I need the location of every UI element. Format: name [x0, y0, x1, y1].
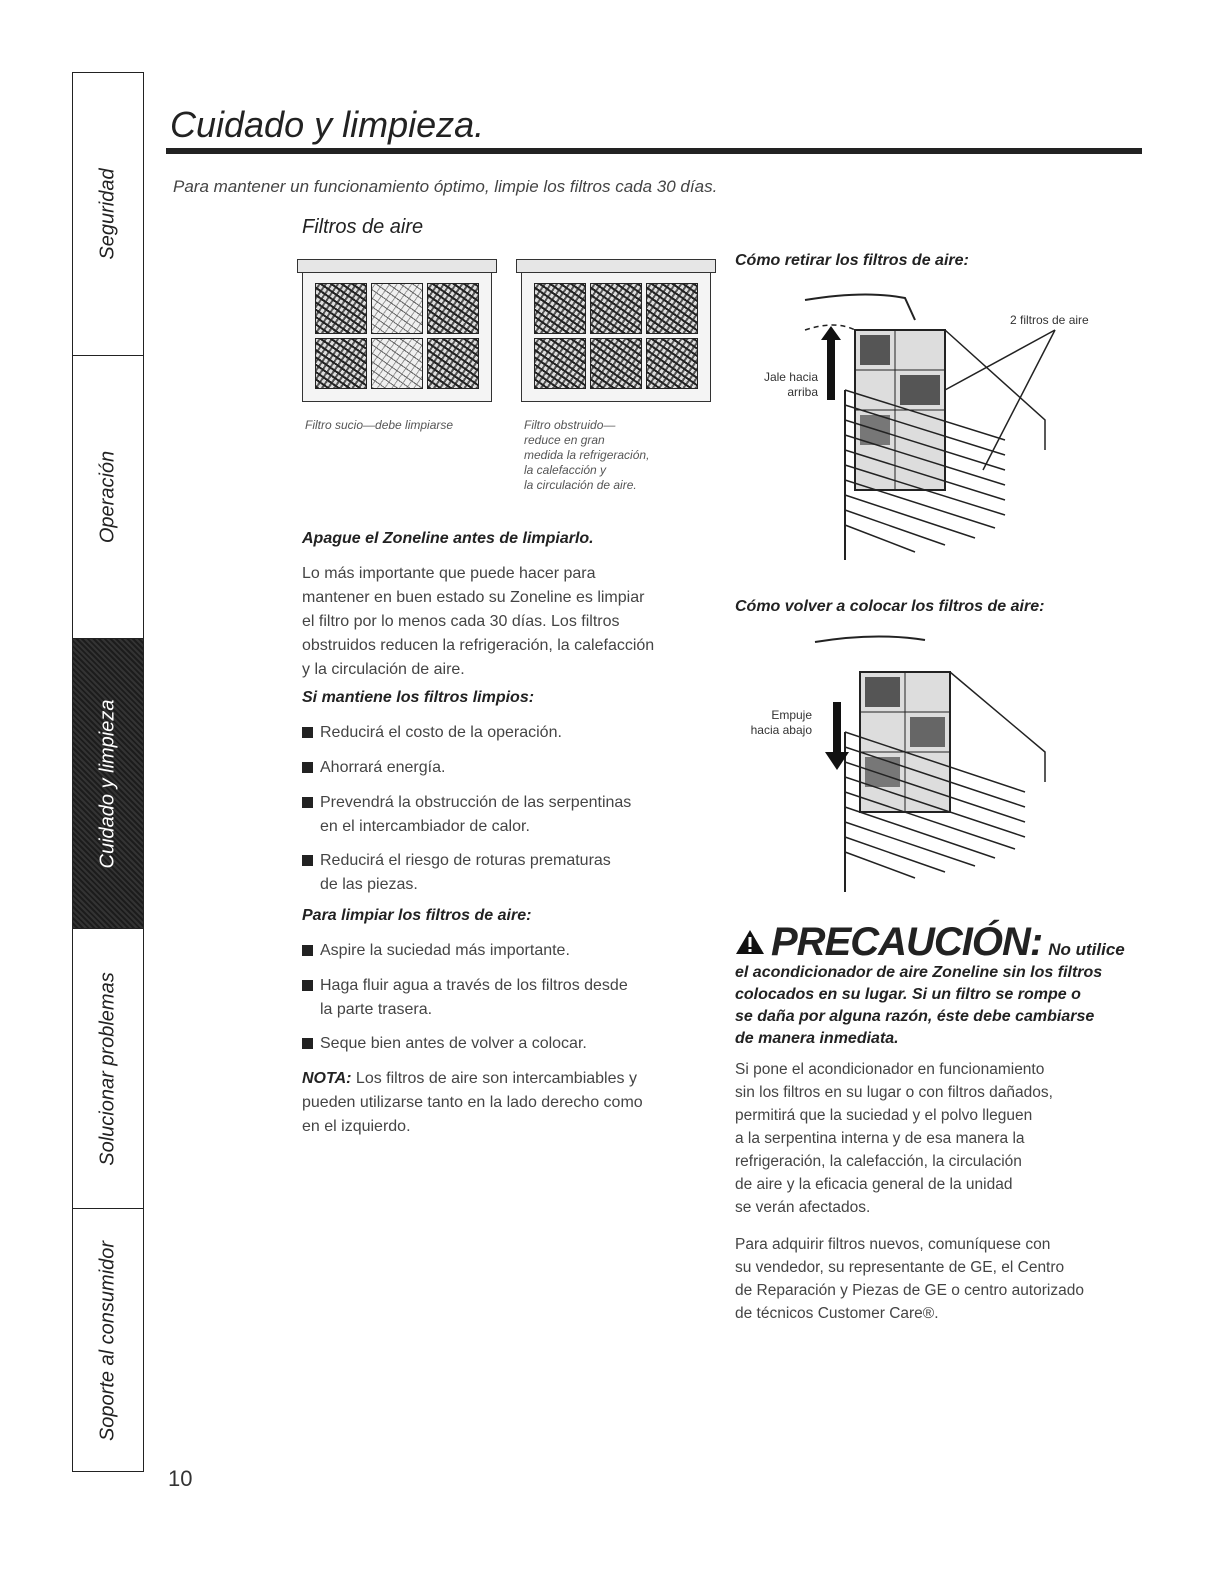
note: NOTA: Los filtros de aire son intercambiables y pueden utilizarse tanto en la lado derecho como en el izquierdo. [302, 1070, 643, 1135]
warning-icon [735, 929, 765, 955]
caution-paragraph-1: Si pone el acondicionador en funcionamiento sin los filtros en su lugar o con filtros dañados, permitirá que la suciedad y el polvo lleguen a la serpentina interna y de esa manera la refrigeración, la calefacción, la circulación de aire y la eficacia general de la unidad se verán afectados. [735, 1061, 1053, 1216]
list-item: Reducirá el riesgo de roturas prematuras de las piezas. [302, 849, 611, 897]
turn-off-body: Lo más importante que puede hacer para mantener en buen estado su Zoneline es limpiar el filtro por lo menos cada 30 días. Los filtros obstruidos reducen la refrigeración, la calefacción y la circulación de aire. [302, 565, 655, 678]
list-item: Haga fluir agua a través de los filtros desde la parte trasera. [302, 974, 628, 1022]
caution-body: el acondicionador de aire Zoneline sin los filtros colocados en su lugar. Si un filtro se rompe o se daña por alguna razón, éste debe cambiarse de manera inmediata. [735, 964, 1103, 1047]
tab-label: Seguridad [96, 168, 119, 260]
tab-seguridad[interactable] [73, 73, 143, 356]
page-number: 10 [168, 1466, 193, 1491]
side-tabs [72, 72, 144, 1472]
tab-label: Operación [96, 450, 119, 544]
pull-up-label: Jale hacia arriba [763, 370, 818, 399]
clean-heading: Si mantiene los filtros limpios: [302, 689, 535, 706]
section-heading: Filtros de aire [302, 216, 424, 238]
list-item: Reducirá el costo de la operación. [302, 721, 562, 745]
list-item: Seque bien antes de volver a colocar. [302, 1032, 587, 1056]
how-heading: Para limpiar los filtros de aire: [302, 907, 532, 924]
push-down-label: Empuje hacia abajo [750, 708, 812, 737]
intro-text: Para mantener un funcionamiento óptimo, limpie los filtros cada 30 días. [173, 177, 718, 196]
tab-operacion[interactable] [73, 356, 143, 639]
replace-filters-diagram [745, 632, 1135, 912]
tab-solucionar-problemas[interactable] [73, 929, 143, 1209]
tab-label: Cuidado y limpieza [96, 699, 119, 868]
tab-label: Soporte al consumidor [96, 1240, 119, 1442]
turn-off-heading: Apague el Zoneline antes de limpiarlo. [302, 530, 594, 547]
tab-cuidado-y-limpieza[interactable] [73, 639, 143, 929]
clogged-filter-image [521, 262, 711, 402]
list-item: Ahorrará energía. [302, 756, 445, 780]
caution-paragraph-2: Para adquirir filtros nuevos, comuníquese con su vendedor, su representante de GE, el Centro de Reparación y Piezas de GE o centro autorizado de técnicos Customer Care®. [735, 1236, 1084, 1322]
list-item: Prevendrá la obstrucción de las serpentinas en el intercambiador de calor. [302, 791, 631, 839]
remove-filters-diagram [745, 290, 1135, 570]
replace-heading: Cómo volver a colocar los filtros de aire: [735, 598, 1045, 615]
list-item: Aspire la suciedad más importante. [302, 939, 570, 963]
tab-soporte-al-consumidor[interactable] [73, 1209, 143, 1473]
clogged-filter-caption: Filtro obstruido— reduce en gran medida la refrigeración, la calefacción y la circulación de aire. [524, 418, 650, 492]
caution-title: PRECAUCIÓN: No utilice [735, 920, 1125, 965]
title-rule [166, 148, 1142, 154]
remove-heading: Cómo retirar los filtros de aire: [735, 252, 969, 269]
filters-label: 2 filtros de aire [1010, 313, 1089, 327]
page-title: Cuidado y limpieza. [170, 104, 485, 145]
dirty-filter-caption: Filtro sucio—debe limpiarse [305, 418, 454, 432]
dirty-filter-image [302, 262, 492, 402]
tab-label: Solucionar problemas [96, 971, 119, 1166]
